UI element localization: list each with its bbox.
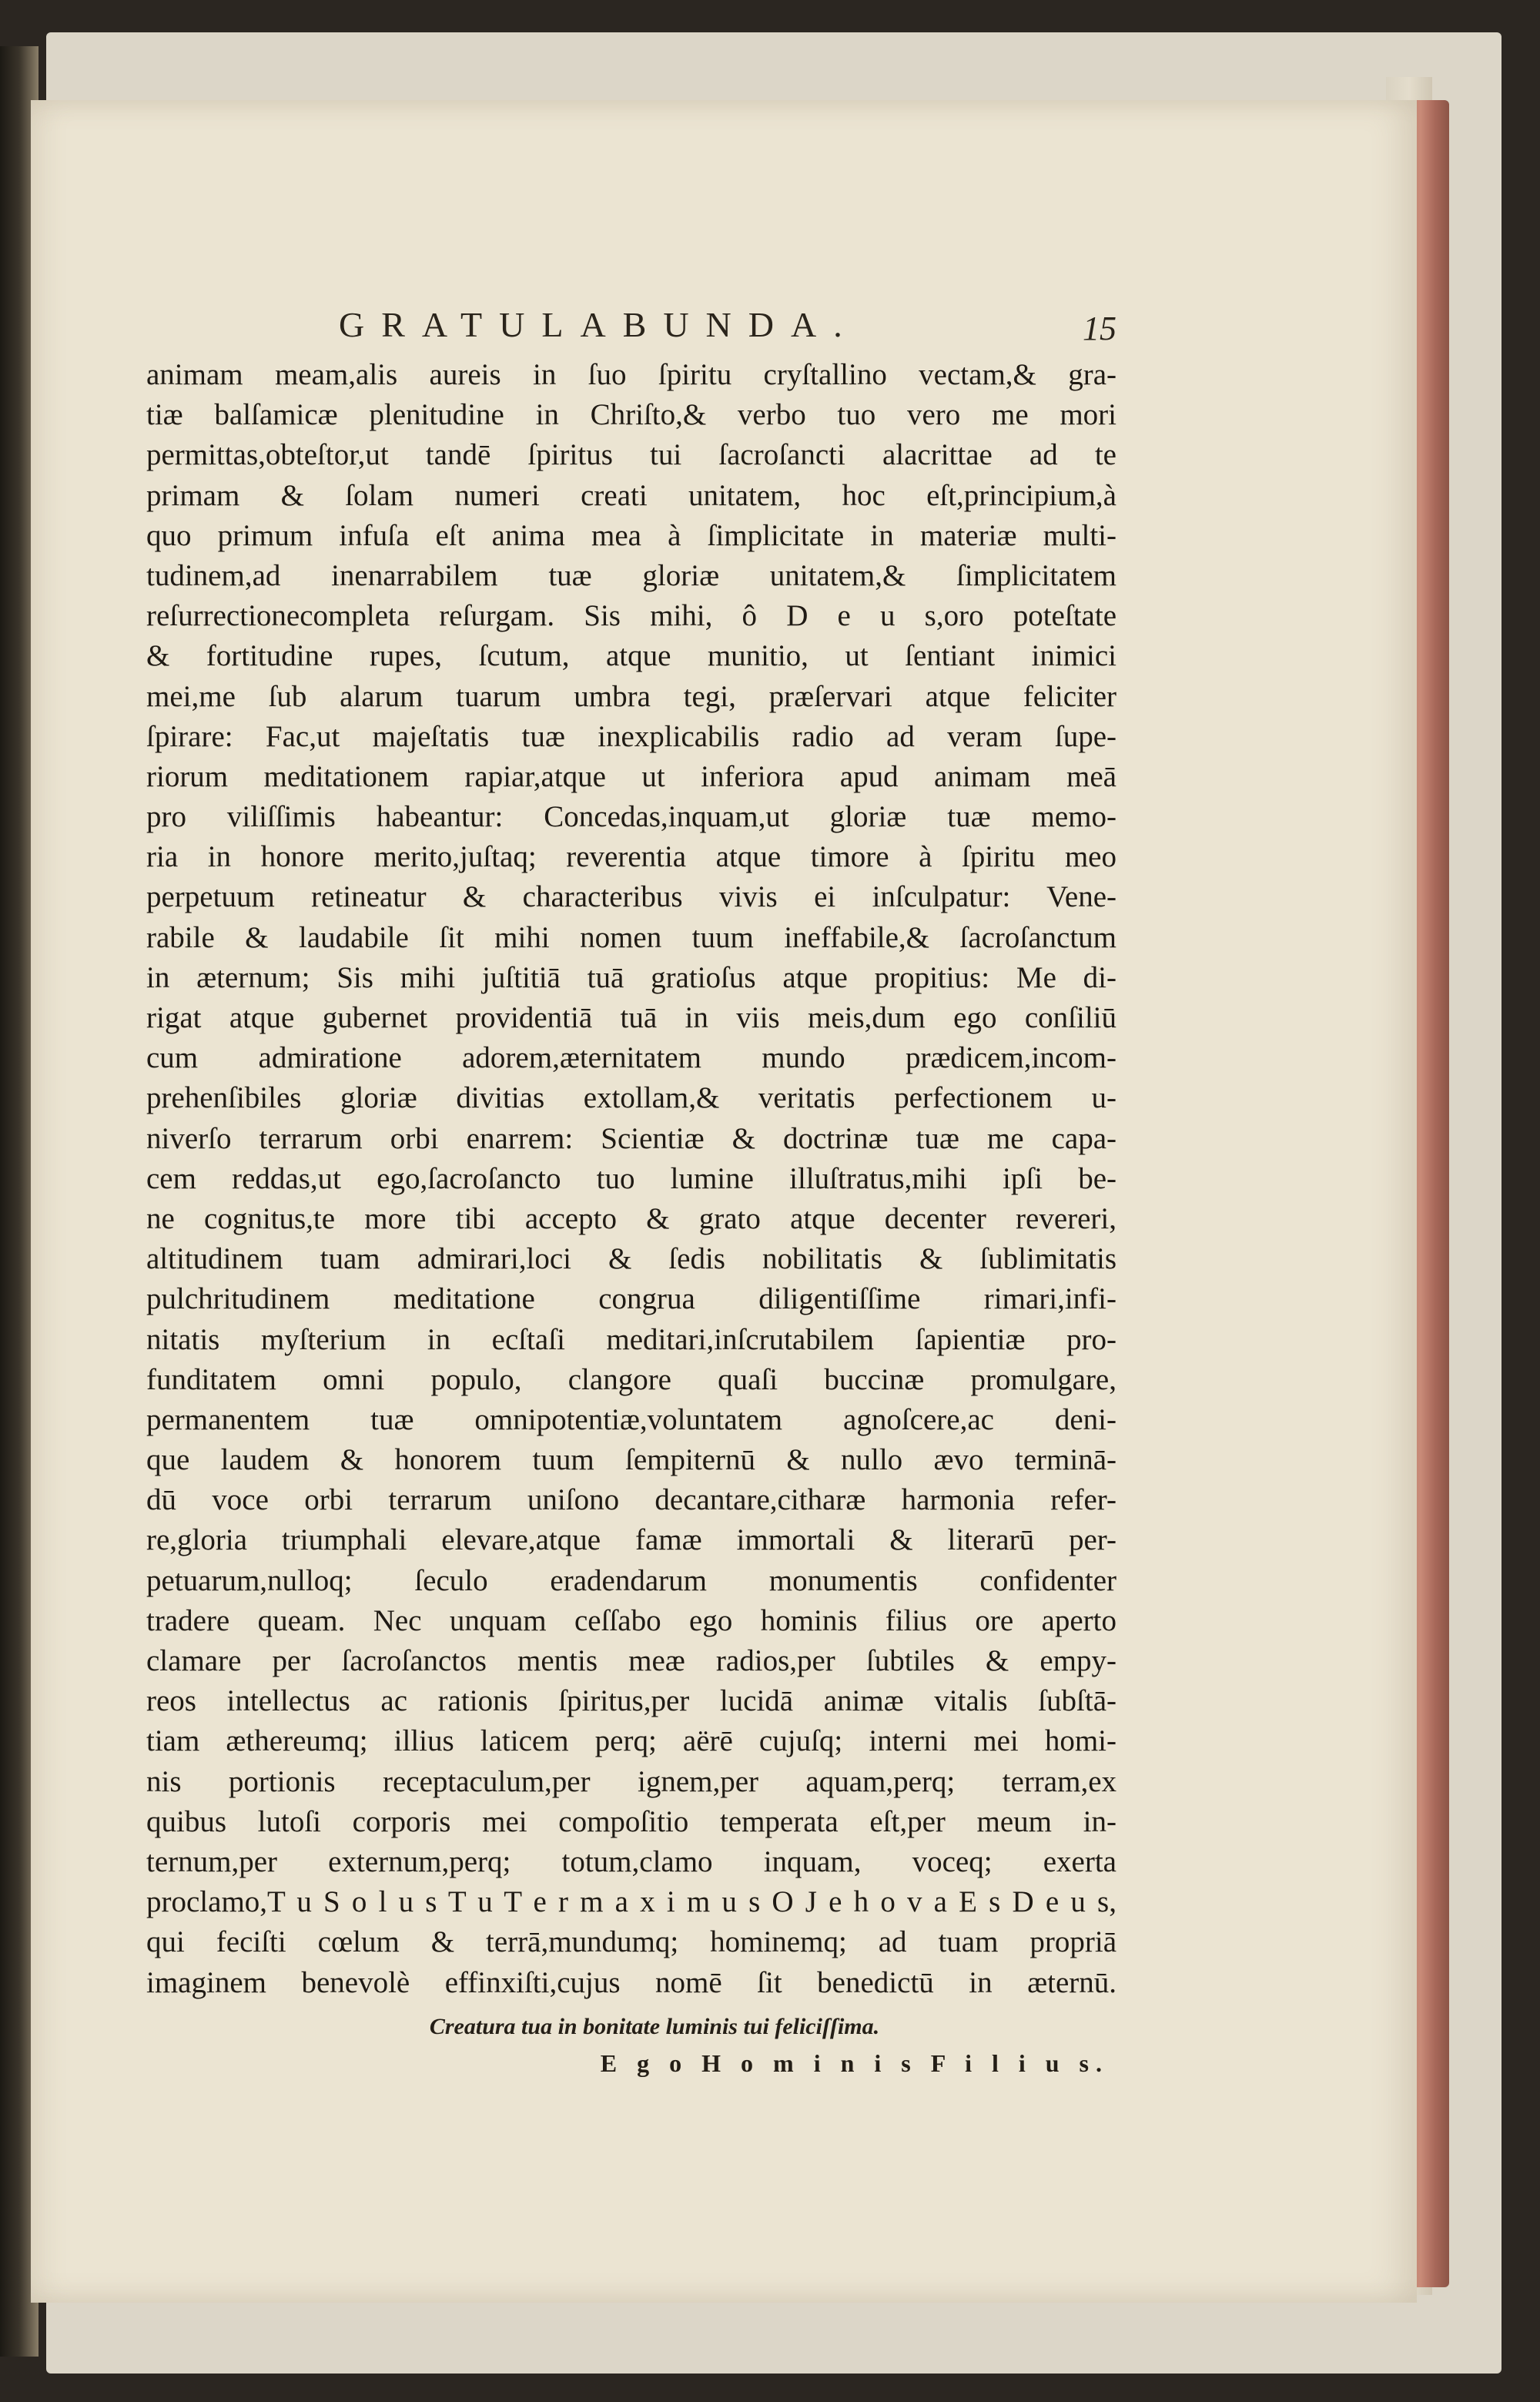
text-line: permanentem tuæ omnipotentiæ,voluntatem agnoſcere,ac deni- <box>146 1402 1116 1436</box>
text-line: riorum meditationem rapiar,atque ut inferiora apud animam meā <box>146 759 1116 793</box>
colophon: Creatura tua in bonitate luminis tui feliciſſima. <box>429 2013 880 2039</box>
text-line: niverſo terrarum orbi enarrem: Scientiæ & doctrinæ tuæ me capa- <box>146 1121 1116 1155</box>
text-line: ternum,per externum,perq; totum,clamo inquam, voceq; exerta <box>146 1844 1116 1878</box>
text-line: cem reddas,ut ego,ſacroſancto tuo lumine illuſtratus,mihi ipſi be- <box>146 1161 1116 1195</box>
text-line: perpetuum retineatur & characteribus vivis ei inſculpatur: Vene- <box>146 880 1116 914</box>
text-line: tiam æthereumq; illius laticem perq; aërē cujuſq; interni mei homi- <box>146 1724 1116 1758</box>
text-line: altitudinem tuam admirari,loci & ſedis nobilitatis & ſublimitatis <box>146 1242 1116 1276</box>
text-line: petuarum,nulloq; ſeculo eradendarum monumentis confidenter <box>146 1563 1116 1597</box>
text-line: permittas,obteſtor,ut tandē ſpiritus tui ſacroſancti alacrittae ad te <box>146 438 1116 472</box>
text-line: pulchritudinem meditatione congrua diligentiſſime rimari,infi- <box>146 1282 1116 1316</box>
text-line: ſpirare: Fac,ut majeſtatis tuæ inexplicabilis radio ad veram ſupe- <box>146 719 1116 753</box>
text-line: quibus lutoſi corporis mei compoſitio temperata eſt,per meum in- <box>146 1804 1116 1838</box>
text-line: cum admiratione adorem,æternitatem mundo prædicem,incom- <box>146 1041 1116 1075</box>
text-line: pro viliſſimis habeantur: Concedas,inquam,ut gloriæ tuæ memo- <box>146 800 1116 834</box>
body-text <box>146 355 1116 2003</box>
text-line: animam meam,alis aureis in ſuo ſpiritu cryſtallino vectam,& gra- <box>146 358 1116 391</box>
text-line: prehenſibiles gloriæ divitias extollam,& veritatis perfectionem u- <box>146 1081 1116 1115</box>
text-line: quo primum infuſa eſt anima mea à ſimplicitate in materiæ multi- <box>146 518 1116 552</box>
text-block <box>146 304 1116 2078</box>
text-line: tudinem,ad inenarrabilem tuæ gloriæ unitatem,& ſimplicitatem <box>146 558 1116 592</box>
text-line: tradere queam. Nec unquam ceſſabo ego hominis filius ore aperto <box>146 1603 1116 1637</box>
text-line: & fortitudine rupes, ſcutum, atque munitio, ut ſentiant inimici <box>146 639 1116 673</box>
text-line: que laudem & honorem tuum ſempiternū & nullo ævo terminā- <box>146 1443 1116 1477</box>
text-line: rigat atque gubernet providentiā tuā in viis meis,dum ego conſiliū <box>146 1001 1116 1034</box>
text-line: mei,me ſub alarum tuarum umbra tegi, præſervari atque feliciter <box>146 679 1116 713</box>
text-line: primam & ſolam numeri creati unitatem, hoc eſt,principium,à <box>146 478 1116 512</box>
text-line: imaginem benevolè effinxiſti,cujus nomē ſit benedictū in æternū. <box>146 1965 1116 1999</box>
text-line: dū voce orbi terrarum uniſono decantare,citharæ harmonia refer- <box>146 1483 1116 1517</box>
text-line: in æternum; Sis mihi juſtitiā tuā gratioſus atque propitius: Me di- <box>146 960 1116 994</box>
text-line: rabile & laudabile ſit mihi nomen tuum ineffabile,& ſacroſanctum <box>146 920 1116 954</box>
text-line: qui feciſti cœlum & terrā,mundumq; hominemq; ad tuam propriā <box>146 1925 1116 1959</box>
text-line: funditatem omni populo, clangore quaſi buccinæ promulgare, <box>146 1362 1116 1396</box>
text-line: ria in honore merito,juſtaq; reverentia atque timore à ſpiritu meo <box>146 840 1116 874</box>
text-line: nis portionis receptaculum,per ignem,per aquam,perq; terram,ex <box>146 1764 1116 1798</box>
running-head: GRATULABUNDA. <box>339 305 859 344</box>
signature: E g o H o m i n i s F i l i u s. <box>600 2049 1109 2077</box>
text-line: ne cognitus,te more tibi accepto & grato atque decenter revereri, <box>146 1201 1116 1235</box>
text-line: re,gloria triumphali elevare,atque famæ immortali & literarū per- <box>146 1523 1116 1557</box>
text-line: proclamo,T u S o l u s T u T e r m a x i m u s O J e h o v a E s D e u s, <box>146 1885 1116 1919</box>
text-line: reſurrectionecompleta reſurgam. Sis mihi, ô D e u s,oro poteſtate <box>146 599 1116 633</box>
text-line: reos intellectus ac rationis ſpiritus,per lucidā animæ vitalis ſubſtā- <box>146 1684 1116 1718</box>
page-number: 15 <box>1083 310 1116 347</box>
page-header <box>146 304 1116 358</box>
text-line: nitatis myſterium in ecſtaſi meditari,inſcrutabilem ſapientiæ pro- <box>146 1322 1116 1356</box>
book-page <box>31 100 1417 2303</box>
text-line: clamare per ſacroſanctos mentis meæ radios,per ſubtiles & empy- <box>146 1644 1116 1677</box>
text-line: tiæ balſamicæ plenitudine in Chriſto,& verbo tuo vero me mori <box>146 398 1116 432</box>
